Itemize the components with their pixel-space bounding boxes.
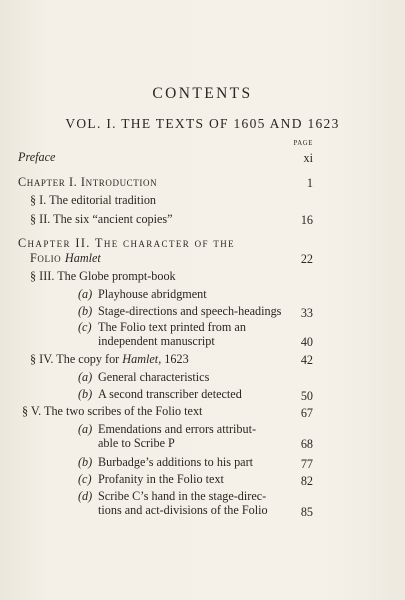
toc-page-section-5: 67 [300, 406, 313, 420]
toc-page-section-5c: 82 [300, 474, 313, 488]
toc-page-section-5a: 68 [300, 437, 313, 451]
toc-entry-section-2: § II. The six “ancient copies” [30, 212, 173, 226]
toc-entry-chapter-2-line-1: Chapter II. The character of the [18, 236, 236, 250]
item-label: A second transcriber detected [98, 387, 242, 401]
toc-entry-section-4 [30, 353, 189, 367]
section-4-prefix: § IV. The copy for [30, 352, 123, 366]
toc-entry-preface: Preface [18, 150, 56, 164]
toc-entry-section-4b [78, 388, 242, 402]
toc-entry-section-5c [78, 473, 224, 487]
item-label: Stage-directions and speech-headings [98, 304, 282, 318]
volume-heading: VOL. I. THE TEXTS OF 1605 AND 1623 [65, 116, 340, 131]
item-label: The Folio text printed from an [98, 320, 246, 334]
item-label: Emendations and errors attribut- [98, 422, 257, 436]
toc-entry-section-5d [78, 490, 266, 504]
toc-page-section-5b: 77 [300, 457, 313, 471]
toc-entry-section-4a [78, 371, 209, 385]
toc-entry-section-3a [78, 288, 207, 302]
toc-page-preface: xi [303, 151, 313, 165]
item-marker: (a) [78, 287, 93, 301]
item-marker: (a) [78, 370, 93, 384]
page-column-label: PAGE [293, 140, 313, 147]
section-4-title: Hamlet [122, 352, 159, 366]
item-marker: (b) [78, 304, 93, 318]
toc-page-section-4: 42 [300, 353, 313, 367]
item-marker: (d) [78, 489, 93, 503]
chapter-2-title: Hamlet [64, 251, 101, 265]
toc-page-section-5d: 85 [300, 505, 313, 519]
toc-page-section-3c: 40 [300, 335, 313, 349]
toc-page-section-4b: 50 [300, 389, 313, 403]
chapter-2-prefix: Folio [30, 251, 65, 265]
toc-page-section-3b: 33 [300, 306, 313, 320]
toc-entry-section-3: § III. The Globe prompt-book [30, 269, 176, 283]
toc-entry-section-5b [78, 456, 253, 470]
item-label: Playhouse abridgment [98, 287, 207, 301]
contents-heading: CONTENTS [152, 85, 253, 102]
toc-entry-chapter-1: Chapter I. Introduction [18, 175, 158, 189]
item-marker: (b) [78, 455, 93, 469]
item-label: Profanity in the Folio text [98, 472, 224, 486]
item-marker: (a) [78, 422, 93, 436]
toc-entry-section-5: § V. The two scribes of the Folio text [22, 404, 203, 418]
toc-page-chapter-2: 22 [300, 252, 313, 266]
toc-page-section-2: 16 [300, 213, 313, 227]
toc-entry-section-5a [78, 423, 256, 437]
toc-entry-chapter-2-line-2 [30, 252, 101, 266]
item-label: Scribe C’s hand in the stage-direc- [98, 489, 267, 503]
item-marker: (c) [78, 472, 92, 486]
toc-page-chapter-1: 1 [306, 176, 313, 190]
item-label: Burbadge’s additions to his part [98, 455, 254, 469]
toc-entry-section-3c [78, 321, 246, 335]
toc-entry-section-5a-line-2: able to Scribe P [98, 436, 175, 450]
toc-entry-section-3c-line-2: independent manuscript [98, 334, 215, 348]
section-4-suffix: , 1623 [158, 352, 189, 366]
toc-entry-section-5d-line-2: tions and act-divisions of the Folio [98, 503, 268, 517]
toc-entry-section-3b [78, 305, 281, 319]
toc-entry-section-1: § I. The editorial tradition [30, 193, 157, 207]
item-marker: (c) [78, 320, 92, 334]
item-marker: (b) [78, 387, 93, 401]
item-label: General characteristics [98, 370, 210, 384]
